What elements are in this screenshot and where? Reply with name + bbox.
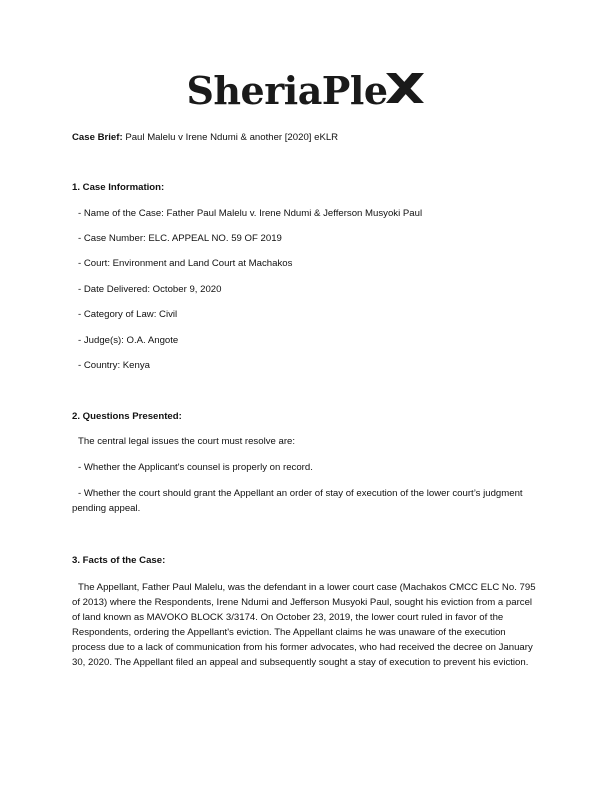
case-info-date: - Date Delivered: October 9, 2020: [78, 284, 222, 295]
case-info-category: - Category of Law: Civil: [78, 309, 178, 320]
case-info-country: - Country: Kenya: [78, 360, 150, 371]
case-info-court: - Court: Environment and Land Court at Machakos: [78, 258, 293, 269]
case-brief-title: Paul Malelu v Irene Ndumi & another [2020] eKLR: [122, 132, 339, 143]
logo-text: SheriaPle: [186, 68, 388, 113]
logo-x-icon: [384, 70, 426, 111]
questions-intro: The central legal issues the court must resolve are:: [78, 436, 296, 447]
section-heading-facts: 3. Facts of the Case:: [72, 555, 166, 566]
case-info-name: - Name of the Case: Father Paul Malelu v. Irene Ndumi & Jefferson Musyoki Paul: [78, 208, 423, 219]
question-item-stay: - Whether the court should grant the Appellant an order of stay of execution of the lower court’s judgment pending appeal.: [72, 488, 523, 514]
case-brief-line: [72, 132, 338, 143]
facts-paragraph: The Appellant, Father Paul Malelu, was the defendant in a lower court case (Machakos CMCC ELC No. 795 of 2013) where the Respondents, Irene Ndumi and Jefferson Musyoki Paul, sought his eviction from a parcel of land known as MAVOKO BLOCK 3/3174. On October 23, 2019, the lower court ruled in favor of the Respondents, ordering the Appellant's eviction. The Appellant claims he was unaware of the execution process due to a lack of communication from his former advocates, who had received the decree on January 30, 2020. The Appellant filed an appeal and subsequently sought a stay of execution to prevent his eviction.: [72, 582, 536, 668]
section-heading-case-information: 1. Case Information:: [72, 182, 165, 193]
sheriaplex-logo: [0, 68, 612, 120]
case-brief-label: Case Brief:: [72, 132, 123, 143]
section-heading-questions: 2. Questions Presented:: [72, 411, 182, 422]
case-info-number: - Case Number: ELC. APPEAL NO. 59 OF 2019: [78, 233, 282, 244]
case-info-judge: - Judge(s): O.A. Angote: [78, 335, 179, 346]
question-item-counsel: - Whether the Applicant's counsel is properly on record.: [78, 462, 313, 473]
